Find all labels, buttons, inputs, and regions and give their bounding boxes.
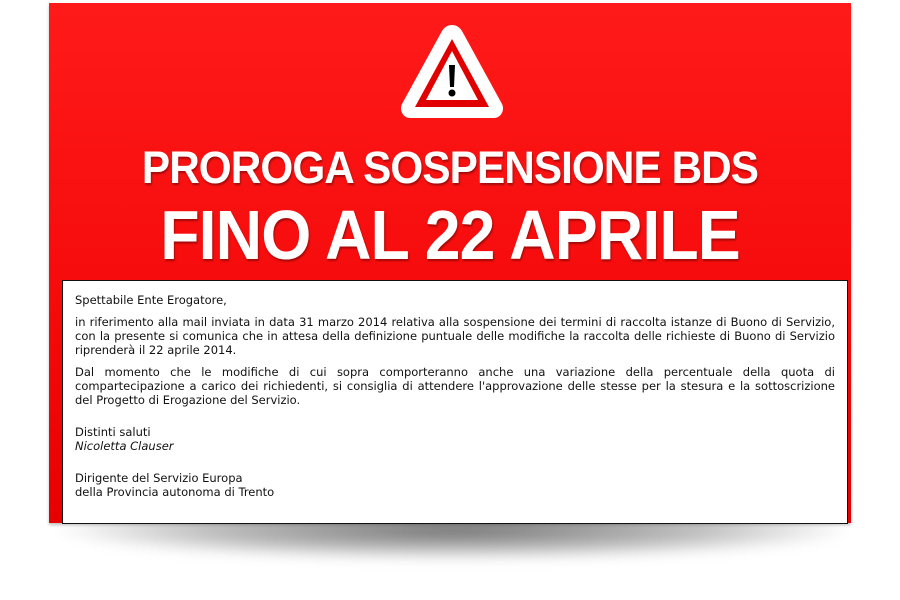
letter-closing: Distinti saluti: [75, 425, 151, 439]
letter-body: [62, 280, 848, 524]
notice-banner: [49, 3, 851, 523]
headline-date: FINO AL 22 APRILE: [160, 196, 740, 274]
headline-extension: PROROGA SOSPENSIONE BDS: [141, 142, 759, 193]
letter-signature: Nicoletta Clauser: [75, 439, 174, 453]
letter-paragraph-1: in riferimento alla mail inviata in data 31 marzo 2014 relativa alla sospensione dei termini di raccolta istanze di Buono di Servizio, con la presente si comunica che in attesa della definizione puntuale delle modifiche la raccolta delle richieste di Buono di Servizio riprenderà il 22 aprile 2014.: [75, 315, 835, 357]
letter-role-line-1: Dirigente del Servizio Europa: [75, 471, 243, 485]
letter-paragraph-2: Dal momento che le modifiche di cui sopra comporteranno anche una variazione della percentuale della quota di compartecipazione a carico dei richiedenti, si consiglia di attendere l'approvazione delle stesse per la stesura e la sottoscrizione del Progetto di Erogazione del Servizio.: [75, 365, 835, 407]
letter-greeting: Spettabile Ente Erogatore,: [75, 293, 227, 307]
letter-role-line-2: della Provincia autonoma di Trento: [75, 485, 275, 499]
warning-triangle-icon: [397, 21, 507, 123]
